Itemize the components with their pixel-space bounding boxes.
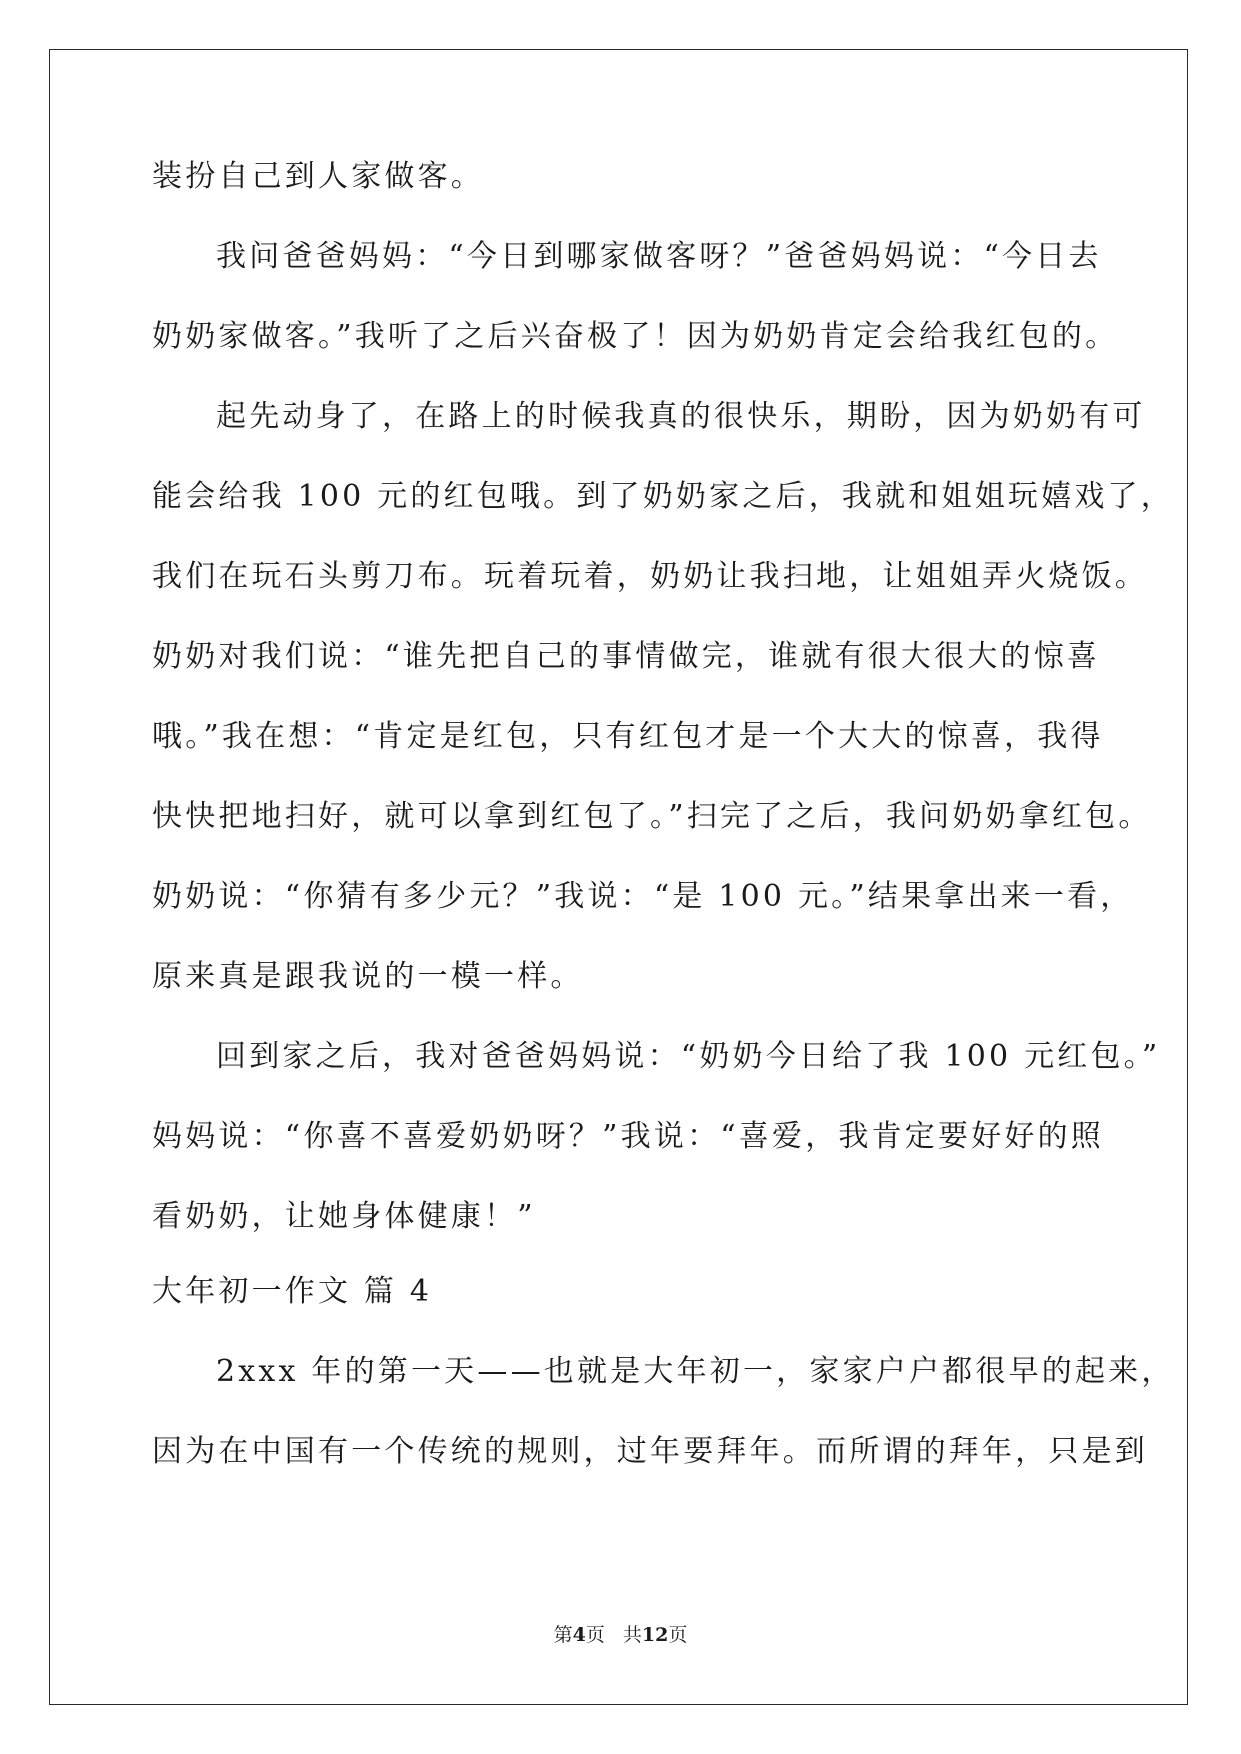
text-line: 原来真是跟我说的一模一样。 (152, 959, 584, 994)
page-suffix: 页 (585, 1624, 605, 1646)
paragraph-line: 回到家之后，我对爸爸妈妈说：“奶奶今日给了我 100 元红包。” (216, 1039, 1161, 1074)
text-line: 我们在玩石头剪刀布。玩着玩着，奶奶让我扫地，让姐姐弄火烧饭。 (152, 559, 1148, 594)
paragraph-line: 起先动身了，在路上的时候我真的很快乐，期盼，因为奶奶有可 (216, 399, 1146, 434)
footer-prefix: 第 (553, 1624, 573, 1646)
total-prefix: 共 (622, 1624, 642, 1646)
text-line: 快快把地扫好，就可以拿到红包了。”扫完了之后，我问奶奶拿红包。 (152, 799, 1152, 834)
total-suffix: 页 (668, 1624, 688, 1646)
text-line: 能会给我 100 元的红包哦。到了奶奶家之后，我就和姐姐玩嬉戏了， (152, 479, 1174, 514)
text-line: 奶奶说：“你猜有多少元？”我说：“是 100 元。”结果拿出来一看， (152, 879, 1134, 914)
text-line: 装扮自己到人家做客。 (152, 159, 484, 194)
text-line: 奶奶对我们说：“谁先把自己的事情做完，谁就有很大很大的惊喜 (152, 639, 1101, 674)
section-heading: 大年初一作文 篇 4 (152, 1274, 433, 1309)
text-line: 妈妈说：“你喜不喜爱奶奶呀？”我说：“喜爱，我肯定要好好的照 (152, 1119, 1105, 1154)
total-pages: 12 (641, 1624, 669, 1646)
page-footer (0, 1622, 1241, 1648)
text-line: 因为在中国有一个传统的规则，过年要拜年。而所谓的拜年，只是到 (152, 1434, 1148, 1469)
text-line: 奶奶家做客。”我听了之后兴奋极了！因为奶奶肯定会给我红包的。 (152, 319, 1119, 354)
text-line: 哦。”我在想：“肯定是红包，只有红包才是一个大大的惊喜，我得 (152, 719, 1104, 754)
text-line: 看奶奶，让她身体健康！” (152, 1199, 536, 1234)
paragraph-line: 我问爸爸妈妈：“今日到哪家做客呀？”爸爸妈妈说：“今日去 (216, 239, 1102, 274)
paragraph-line: 2xxx 年的第一天——也就是大年初一，家家户户都很早的起来， (216, 1354, 1175, 1389)
page-number: 4 (572, 1624, 586, 1646)
